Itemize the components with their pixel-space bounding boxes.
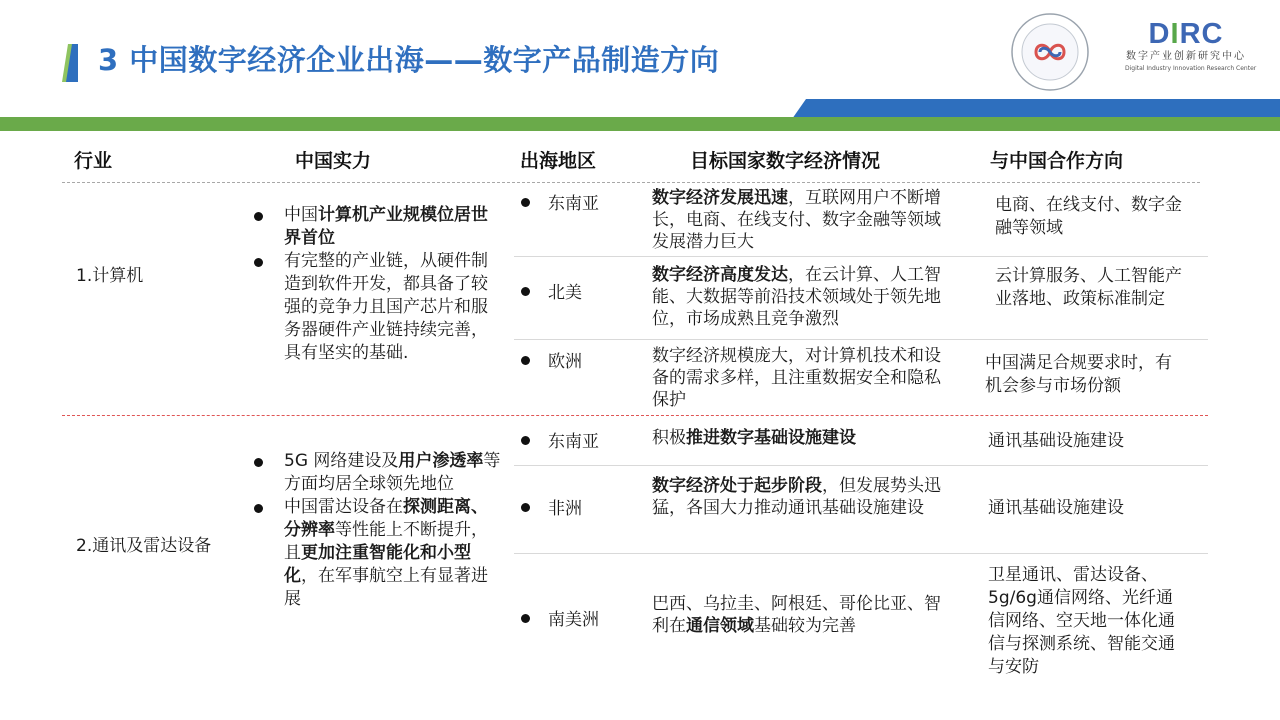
institute-seal-logo [1010, 12, 1090, 92]
col-header-industry: 行业 [74, 150, 113, 172]
situation-text: 巴西、乌拉圭、阿根廷、哥伦比亚、智利在通信领域基础较为完善 [652, 594, 941, 636]
strength-computer [252, 204, 504, 365]
bullet-icon [521, 287, 530, 296]
bullet-icon [254, 212, 263, 221]
region-southeast-asia: 东南亚 [521, 427, 599, 452]
dirc-logo-cn: 数字产业创新研究中心 [1126, 51, 1246, 62]
region-europe: 欧洲 [521, 347, 582, 372]
strength-item: 5G 网络建设及用户渗透率等方面均居全球领先地位 [252, 450, 504, 496]
strength-item: 有完整的产业链，从硬件制造到软件开发，都具备了较强的竞争力且国产芯片和服务器硬件产业链持续完善，具有坚实的基础. [252, 250, 504, 365]
bullet-icon [521, 436, 530, 445]
row-divider [514, 256, 1208, 257]
situation-text: 数字经济发展迅速，互联网用户不断增长，电商、在线支付、数字金融等领域发展潜力巨大 [652, 188, 941, 252]
region-south-america: 南美洲 [521, 605, 599, 630]
infinity-seal-icon [1010, 12, 1090, 92]
col-header-strength: 中国实力 [295, 150, 372, 172]
header-divider [62, 182, 1200, 183]
cooperation-text: 通讯基础设施建设 [988, 431, 1124, 451]
bullet-icon [521, 614, 530, 623]
dirc-logo-en: Digital Industry Innovation Research Center [1125, 65, 1257, 72]
section-divider [62, 415, 1208, 416]
industry-computer: 1.计算机 [76, 266, 144, 286]
row-divider [514, 465, 1208, 466]
situation-text: 积极推进数字基础设施建设 [652, 428, 856, 448]
strength-item: 中国计算机产业规模位居世界首位 [252, 204, 504, 250]
col-header-region: 出海地区 [520, 150, 597, 172]
col-header-cooperation: 与中国合作方向 [990, 150, 1124, 172]
cooperation-text: 云计算服务、人工智能产业落地、政策标准制定 [995, 266, 1182, 309]
strength-item: 中国雷达设备在探测距离、分辨率等性能上不断提升，且更加注重智能化和小型化，在军事航空上有显著进展 [252, 496, 504, 611]
row-divider [514, 339, 1208, 340]
region-north-america: 北美 [521, 278, 582, 303]
header-band-green [0, 117, 1280, 131]
region-southeast-asia: 东南亚 [521, 189, 599, 214]
page-title: 3 中国数字经济企业出海——数字产品制造方向 [98, 43, 720, 77]
cooperation-text: 电商、在线支付、数字金融等领域 [995, 195, 1182, 238]
bullet-icon [521, 198, 530, 207]
bullet-icon [254, 458, 263, 467]
bullet-icon [254, 504, 263, 513]
situation-text: 数字经济处于起步阶段，但发展势头迅猛，各国大力推动通讯基础设施建设 [652, 476, 941, 518]
row-divider [514, 553, 1208, 554]
bullet-icon [254, 258, 263, 267]
cooperation-text: 卫星通讯、雷达设备、5g/6g通信网络、光纤通信网络、空天地一体化通信与探测系统、智能交通与安防 [988, 565, 1175, 677]
col-header-situation: 目标国家数字经济情况 [690, 150, 881, 172]
industry-telecom-radar: 2.通讯及雷达设备 [76, 536, 212, 556]
region-africa: 非洲 [521, 494, 582, 519]
header-band-blue [792, 99, 1280, 119]
title-accent-bar [62, 44, 78, 82]
cooperation-text: 中国满足合规要求时，有机会参与市场份额 [985, 353, 1172, 396]
bullet-icon [521, 356, 530, 365]
bullet-icon [521, 503, 530, 512]
cooperation-text: 通讯基础设施建设 [988, 498, 1124, 518]
dirc-logo [1125, 18, 1257, 76]
situation-text: 数字经济规模庞大，对计算机技术和设备的需求多样，且注重数据安全和隐私保护 [652, 346, 941, 410]
strength-telecom-radar [252, 450, 504, 611]
situation-text: 数字经济高度发达，在云计算、人工智能、大数据等前沿技术领域处于领先地位，市场成熟且竞争激烈 [652, 265, 941, 329]
dirc-logo-word: DIRC [1148, 18, 1224, 50]
